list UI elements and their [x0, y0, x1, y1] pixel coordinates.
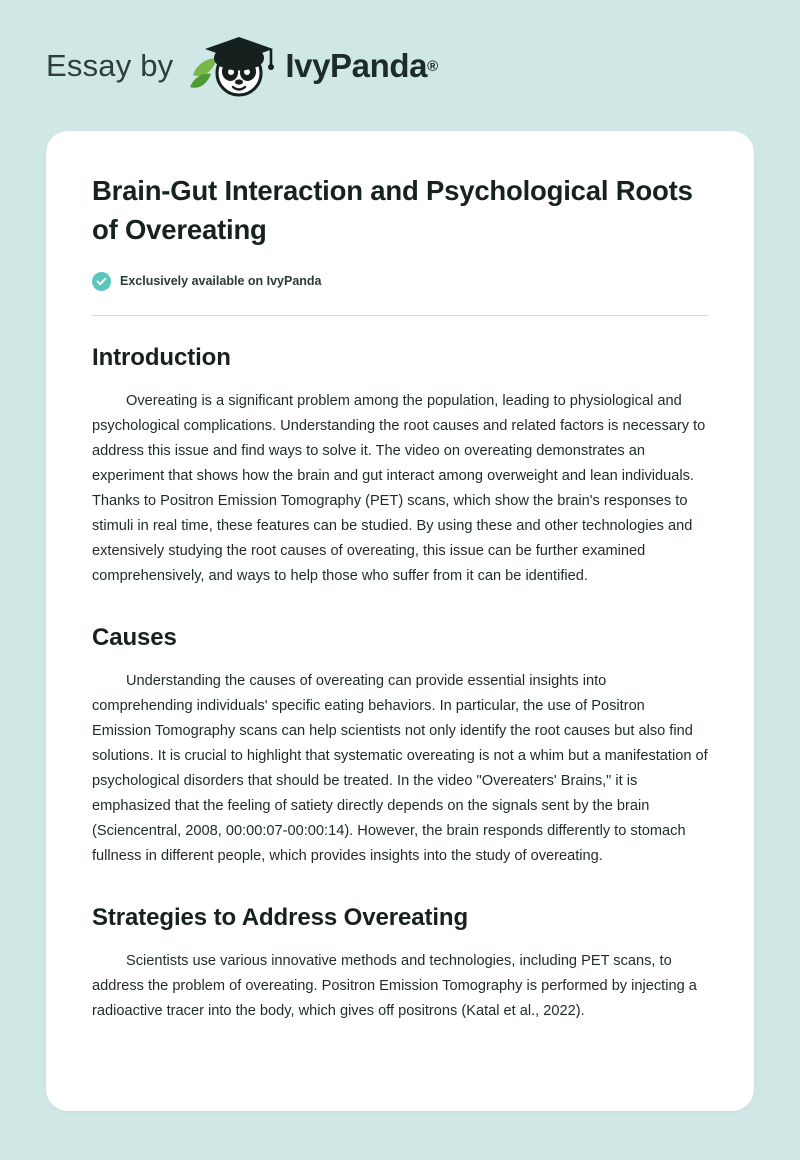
- brand-name-label: IvyPanda: [285, 47, 428, 84]
- section-paragraph-strategies: Scientists use various innovative methods and technologies, including PET scans, to address the problem of overeating. Positron Emission Tomography is performed by injecting a radioactive tracer into the body, which gives off positrons (Katal et al., 2022).: [92, 952, 697, 1019]
- exclusive-label: Exclusively available on IvyPanda: [120, 274, 322, 289]
- section-heading-causes: Causes: [92, 623, 177, 651]
- check-circle-icon: [92, 272, 111, 291]
- section-heading-strategies: Strategies to Address Overeating: [92, 903, 469, 931]
- document-card: [46, 131, 754, 1111]
- exclusive-badge: [92, 272, 708, 291]
- title-divider: [92, 315, 708, 316]
- panda-graduate-icon: [187, 33, 279, 99]
- registered-mark: ®: [427, 57, 439, 75]
- ivypanda-logo[interactable]: [187, 33, 438, 99]
- section-paragraph-introduction: Overeating is a significant problem among the population, leading to physiological and psychological complications. Understanding the root causes and related factors is necessary to address this issue and find ways to solve it. The video on overeating demonstrates an experiment that shows how the brain and gut interact among overweight and lean individuals. Thanks to Positron Emission Tomography (PET) scans, which show the brain's responses to stimuli in real time, these features can be studied. By using these and other technologies and extensively studying the root causes of overeating, this issue can be further examined comprehensively, and ways to help those who suffer from it can be identified.: [92, 392, 706, 585]
- essay-by-label: Essay by: [46, 48, 174, 83]
- section-heading-introduction: Introduction: [92, 343, 231, 371]
- section-paragraph-causes: Understanding the causes of overeating can provide essential insights into comprehending individuals' specific eating behaviors. In particular, the use of Positron Emission Tomography scans can help scientists not only identify the root causes but also find solutions. It is crucial to highlight that systematic overeating is not a whim but a manifestation of psychological disorders that should be treated. In the video "Overeaters' Brains," it is emphasized that the feeling of satiety directly depends on the signals sent by the brain (Sciencentral, 2008, 00:00:07-00:00:14). However, the brain responds differently to stomach fullness in different people, which provides insights into the study of overeating.: [92, 672, 708, 865]
- page-title: Brain-Gut Interaction and Psychological Roots of Overeating: [92, 175, 693, 246]
- brand-header: [0, 0, 800, 96]
